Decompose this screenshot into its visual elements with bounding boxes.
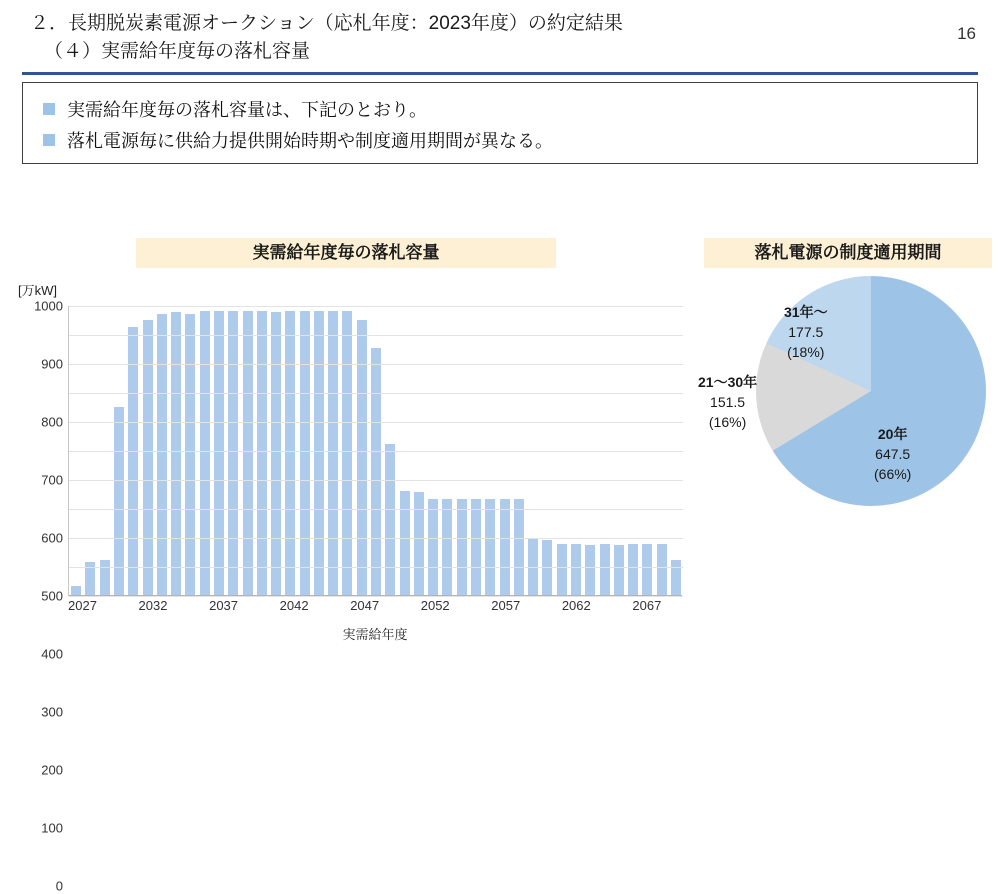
page-title-line1: ２．長期脱炭素電源オークション（応札年度：2023年度）の約定結果 (30, 13, 623, 34)
bar-slot (340, 305, 354, 595)
bar (300, 311, 310, 595)
bar-slot (240, 305, 254, 595)
bar-slot (469, 305, 483, 595)
bar (628, 544, 638, 595)
bar-slot (283, 305, 297, 595)
x-axis-tick-label: 2062 (561, 598, 591, 613)
bar (143, 320, 153, 596)
bar (442, 499, 452, 595)
bar-slot (312, 305, 326, 595)
page-number: 16 (957, 24, 976, 43)
y-axis-tick-label: 200 (41, 762, 63, 778)
x-axis-tick-label (460, 598, 470, 613)
bar-slot (626, 305, 640, 595)
y-axis-tick-label: 1000 (34, 298, 63, 314)
y-axis-tick-label: 400 (41, 646, 63, 662)
bar (500, 499, 510, 595)
slide-header (0, 0, 1000, 66)
bar-slot (140, 305, 154, 595)
bar-slot (526, 305, 540, 595)
x-axis-tick-label (319, 598, 329, 613)
x-axis-tick-label (612, 598, 622, 613)
bar-slot (255, 305, 269, 595)
bar (514, 499, 524, 595)
bar (128, 327, 138, 595)
x-axis-tick-label (541, 598, 551, 613)
y-axis-tick-label: 700 (41, 472, 63, 488)
gridline (41, 335, 683, 372)
x-axis-tick-label (410, 598, 420, 613)
x-axis-tick-label (269, 598, 279, 613)
bar-slot (69, 305, 83, 595)
bar-slot (183, 305, 197, 595)
bar-chart-panel (8, 228, 698, 894)
bar-slot (226, 305, 240, 595)
pie-chart-title: 落札電源の制度適用期間 (704, 238, 992, 268)
bar (457, 499, 467, 595)
bar (200, 311, 210, 595)
x-axis-tick-label (520, 598, 530, 613)
bar (657, 544, 667, 595)
bar (100, 560, 110, 595)
bar-slot (612, 305, 626, 595)
bar-slot (269, 305, 283, 595)
x-axis-ticks (68, 598, 682, 613)
bar-slot (497, 305, 511, 595)
pie-slice-percent: (18%) (787, 344, 825, 360)
bar (314, 311, 324, 595)
y-axis-tick-label: 0 (55, 878, 63, 894)
pie-slice-name: 31年～ (784, 304, 828, 320)
x-axis-tick-label (661, 598, 671, 613)
bar (385, 444, 395, 595)
pie-slice-name: 20年 (877, 426, 908, 442)
y-axis-unit-label: [万kW] (18, 283, 57, 298)
y-axis-tick-label: 900 (41, 356, 63, 372)
pie-slice-percent: (66%) (874, 466, 912, 482)
x-axis-title: 実需給年度 (342, 627, 408, 642)
x-axis-tick-label (450, 598, 460, 613)
gridline (34, 298, 683, 314)
bar-slot (326, 305, 340, 595)
bar (671, 560, 681, 595)
bar (585, 545, 595, 595)
bar (371, 348, 381, 595)
bar (328, 311, 338, 595)
bar (157, 314, 167, 595)
pie-chart-panel (700, 228, 996, 558)
bar (642, 544, 652, 595)
bar-slot (126, 305, 140, 595)
x-axis-tick-label (188, 598, 198, 613)
bullet-text: 実需給年度毎の落札容量は、下記のとおり。 (67, 99, 427, 120)
x-axis-tick-label (622, 598, 632, 613)
pie-slice-label-21-30y (698, 372, 757, 432)
x-axis-tick-label (601, 598, 611, 613)
bar-slot (83, 305, 97, 595)
x-axis-tick-label (178, 598, 188, 613)
x-axis-tick-label (591, 598, 601, 613)
pie-slice-label-20y (874, 424, 911, 484)
x-axis-tick-label (199, 598, 209, 613)
x-axis-tick-label: 2027 (68, 598, 97, 613)
pie-slice-value: 177.5 (788, 324, 824, 340)
x-axis-tick-label (107, 598, 117, 613)
x-axis-tick-label (531, 598, 541, 613)
bar-slot (355, 305, 369, 595)
bullet-square-icon (43, 103, 55, 115)
bar (485, 499, 495, 595)
x-axis-tick-label: 2042 (279, 598, 309, 613)
bar (71, 586, 81, 595)
bar-slot (212, 305, 226, 595)
x-axis-tick-label (672, 598, 682, 613)
bar-slot (397, 305, 411, 595)
bar-slot (655, 305, 669, 595)
bar (471, 499, 481, 595)
bar (600, 544, 610, 595)
y-axis-tick-label: 600 (41, 530, 63, 546)
page-title-line2: （４）実需給年度毎の落札容量 (44, 41, 311, 62)
bar-chart-plot (34, 298, 682, 894)
pie-slice-label-31y (784, 302, 828, 362)
x-axis-tick-label (248, 598, 258, 613)
bar (414, 492, 424, 595)
bar-slot (640, 305, 654, 595)
bar (271, 312, 281, 595)
list-item (37, 124, 963, 155)
x-axis-tick-label (97, 598, 107, 613)
x-axis-tick-label: 2057 (491, 598, 521, 613)
bar (243, 311, 253, 595)
x-axis-tick-label (481, 598, 491, 613)
x-axis-tick-label (340, 598, 350, 613)
x-axis-tick-label (238, 598, 248, 613)
bar (171, 312, 181, 595)
y-axis-tick-label: 300 (41, 704, 63, 720)
bar (428, 499, 438, 595)
pie-slice-percent: (16%) (708, 414, 747, 430)
x-axis-tick-label (128, 598, 138, 613)
bar-slot (440, 305, 454, 595)
summary-box (22, 82, 978, 164)
bar (214, 311, 224, 595)
bar-slot (169, 305, 183, 595)
bar-slot (583, 305, 597, 595)
y-axis-tick-label: 800 (41, 414, 63, 430)
x-axis-tick-label (309, 598, 319, 613)
bar-slot (512, 305, 526, 595)
bar (185, 314, 195, 595)
x-axis-tick-label (400, 598, 410, 613)
pie-slice-value: 647.5 (875, 446, 911, 462)
bar-slot (597, 305, 611, 595)
bar-slot (569, 305, 583, 595)
pie-slice-value: 151.5 (710, 394, 746, 410)
x-axis-tick-label: 2047 (350, 598, 380, 613)
bar-series (69, 305, 683, 595)
x-axis-tick-label (551, 598, 561, 613)
x-axis-tick-label (167, 598, 177, 613)
x-axis-tick-label (390, 598, 400, 613)
bar-slot (540, 305, 554, 595)
bar-slot (155, 305, 169, 595)
y-axis-tick-label: 500 (41, 588, 63, 604)
x-axis-tick-label: 2032 (138, 598, 168, 613)
x-axis-tick-label: 2067 (632, 598, 662, 613)
list-item (37, 93, 963, 124)
x-axis-tick-label (470, 598, 480, 613)
header-divider (22, 72, 978, 75)
bar-slot (426, 305, 440, 595)
bar (357, 320, 367, 595)
pie-chart (698, 276, 986, 506)
pie-slice-name: 21～30年 (698, 374, 758, 390)
x-axis-tick-label (259, 598, 269, 613)
bar-slot (198, 305, 212, 595)
x-axis-tick-label (329, 598, 339, 613)
bar-chart-title: 実需給年度毎の落札容量 (136, 238, 556, 268)
bar (285, 311, 295, 595)
bullet-square-icon (43, 134, 55, 146)
bar (557, 544, 567, 595)
bar (257, 311, 267, 595)
bar-slot (383, 305, 397, 595)
x-axis-tick-label (379, 598, 389, 613)
bar-slot (369, 305, 383, 595)
bar-slot (669, 305, 683, 595)
bar (571, 544, 581, 595)
bar-slot (298, 305, 312, 595)
bar (614, 545, 624, 595)
y-axis-tick-label: 100 (41, 820, 63, 836)
bar-slot (555, 305, 569, 595)
bar-slot (412, 305, 426, 595)
bar-slot (98, 305, 112, 595)
bar-slot (112, 305, 126, 595)
x-axis-tick-label: 2037 (209, 598, 239, 613)
x-axis-tick-label (118, 598, 128, 613)
bar (400, 491, 410, 595)
bar-slot (455, 305, 469, 595)
bar-slot (483, 305, 497, 595)
bar (342, 311, 352, 595)
bullet-text: 落札電源毎に供給力提供開始時期や制度適用期間が異なる。 (67, 130, 553, 151)
x-axis-tick-label: 2052 (420, 598, 450, 613)
bar (228, 311, 238, 595)
